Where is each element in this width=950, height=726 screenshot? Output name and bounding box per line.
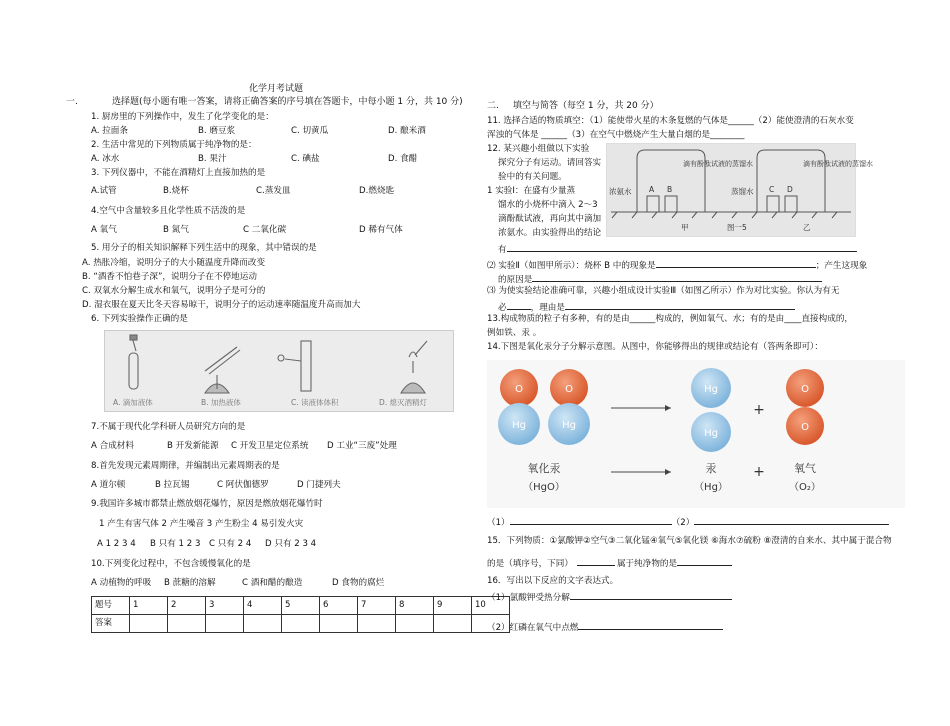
q1-options bbox=[91, 126, 426, 137]
q7-option-b[interactable]: B 开发新能源 bbox=[167, 441, 219, 451]
figure-caption: 图一5 bbox=[727, 223, 747, 232]
ammonia-label: 浓氨水 bbox=[609, 187, 632, 196]
answer-number-3: 3 bbox=[206, 597, 244, 615]
q12-part3-need-label: 必 bbox=[498, 303, 507, 313]
q11-line2: 浑浊的气体是 ______（3）在空气中燃烧产生大量白烟的是________ bbox=[487, 130, 745, 140]
answer-cell-4[interactable] bbox=[244, 615, 282, 633]
hgo2-o-label: O bbox=[565, 384, 573, 395]
section2-number: 二. bbox=[487, 101, 499, 111]
answer-table-answer-row bbox=[92, 615, 510, 633]
section1-header: 选择题(每小题有唯一答案，请将正确答案的序号填在答题卡，中每小题 1 分，共 10 分) bbox=[112, 97, 463, 107]
q16-stem: 16．写出以下反应的文字表达式。 bbox=[487, 576, 619, 586]
q3-options bbox=[91, 186, 394, 197]
distilled-water-label: 蒸馏水 bbox=[731, 187, 754, 196]
q10-option-b[interactable]: B 蔗糖的溶解 bbox=[164, 578, 216, 588]
answer-cell-8[interactable] bbox=[396, 615, 434, 633]
q4-option-c[interactable]: C 二氧化碳 bbox=[243, 225, 287, 235]
q8-option-b[interactable]: B 拉瓦锡 bbox=[155, 480, 190, 490]
q2-options bbox=[91, 154, 417, 165]
q4-options bbox=[91, 225, 403, 236]
q6-caption-b: B. 加热液体 bbox=[201, 398, 241, 407]
q7-stem: 7.不属于现代化学科研人员研究方向的是 bbox=[91, 422, 246, 432]
q1-option-d[interactable]: D. 酿米酒 bbox=[388, 126, 426, 136]
q6-stem: 6. 下列实验操作正确的是 bbox=[91, 314, 188, 324]
q12-line7: 浓氨水。由实验得出的结论 bbox=[498, 228, 602, 238]
q10-options bbox=[91, 578, 384, 589]
q14-answer2-label: （2） bbox=[671, 518, 695, 528]
beaker-b-label: B bbox=[667, 185, 673, 194]
q14-answers bbox=[487, 515, 889, 529]
q12-line5: 馏水的小烧杯中滴入 2～3 bbox=[498, 200, 598, 210]
q14-answer1-label: （1） bbox=[487, 518, 510, 528]
q12-conclusion-label: 有 bbox=[498, 245, 507, 255]
q12-part3-blank2[interactable] bbox=[565, 300, 795, 310]
q7-option-a[interactable]: A 合成材料 bbox=[91, 441, 134, 451]
molecule-diffusion-apparatus bbox=[607, 144, 873, 236]
figure-jia-label: 甲 bbox=[681, 223, 689, 232]
q14-stem: 14.下图是氧化汞分子分解示意图。从图中，你能够得出的规律或结论有（答两条即可）： bbox=[487, 342, 823, 352]
answer-number-1: 1 bbox=[130, 597, 168, 615]
q12-line2: 探究分子有运动。请回答实 bbox=[498, 158, 602, 168]
q1-option-c[interactable]: C. 切黄瓜 bbox=[291, 126, 329, 136]
q7-options bbox=[91, 441, 397, 452]
ph-label-yi-line1: 滴有酚酞试液的蒸馏水 bbox=[803, 160, 873, 168]
q8-stem: 8.首先发现元素周期律，并编制出元素周期表的是 bbox=[91, 461, 280, 471]
q6-caption-a: A. 滴加液体 bbox=[113, 398, 153, 407]
hgo2-hg-label: Hg bbox=[562, 420, 576, 431]
q14-answer1-blank[interactable] bbox=[510, 515, 672, 525]
q3-option-d[interactable]: D.燃烧匙 bbox=[359, 186, 395, 196]
phenolphthalein-label-jia bbox=[683, 159, 753, 168]
q10-option-c[interactable]: C 酒和醋的酿造 bbox=[242, 578, 303, 588]
o2-formula-label: （O₂） bbox=[789, 482, 821, 493]
q8-option-c[interactable]: C 阿伏伽德罗 bbox=[217, 480, 269, 490]
q7-option-c[interactable]: C 开发卫星定位系统 bbox=[231, 441, 309, 451]
answer-number-10: 10 bbox=[472, 597, 510, 615]
answer-cell-2[interactable] bbox=[168, 615, 206, 633]
q3-stem: 3. 下列仪器中，不能在酒精灯上直接加热的是 bbox=[91, 168, 266, 178]
q15-line1: 15．下列物质：①氯酸钾②空气③二氧化锰④氧气⑤氧化镁 ⑥海水⑦硫粉 ⑧澄清的自来水、其中属于混合物 bbox=[487, 536, 892, 546]
q16-part2-label: （2）红磷在氧气中点燃 bbox=[487, 623, 579, 633]
q1-stem: 1. 厨房里的下列操作中，发生了化学变化的是： bbox=[91, 112, 274, 122]
plus-sign-lower: + bbox=[753, 464, 765, 480]
q12-part2-line2 bbox=[498, 272, 822, 286]
q2-option-a[interactable]: A. 冰水 bbox=[91, 154, 120, 164]
answer-cell-7[interactable] bbox=[358, 615, 396, 633]
product-hg1-label: Hg bbox=[704, 384, 718, 395]
q13-line2: 例如铁、汞 。 bbox=[487, 328, 542, 338]
q6-caption-d: D. 熄灭酒精灯 bbox=[379, 398, 428, 407]
q16-part2-blank[interactable] bbox=[578, 620, 723, 630]
q12-part2-reason-label: 的原因是 bbox=[498, 275, 533, 285]
q3-option-b[interactable]: B.烧杯 bbox=[163, 186, 189, 196]
q2-option-d[interactable]: D. 食醋 bbox=[388, 154, 418, 164]
answer-number-7: 7 bbox=[358, 597, 396, 615]
section2-header: 填空与简答（每空 1 分，共 20 分） bbox=[513, 101, 659, 111]
answer-cell-9[interactable] bbox=[434, 615, 472, 633]
exam-title: 化学月考试题 bbox=[249, 84, 304, 94]
q12-part2-suffix: ；产生这现象 bbox=[815, 261, 868, 271]
q12-part2-prompt: ⑵ 实验Ⅱ（如图甲所示）：烧杯 B 中的现象是 bbox=[487, 261, 656, 271]
answer-table-header-row bbox=[92, 597, 510, 615]
q4-option-a[interactable]: A 氧气 bbox=[91, 225, 117, 235]
q12-part3-blank1[interactable] bbox=[507, 300, 531, 310]
product-o1-label: O bbox=[801, 384, 809, 395]
q8-option-d[interactable]: D 门捷列夫 bbox=[297, 480, 341, 490]
q9-option-a[interactable]: A 1 2 3 4 bbox=[97, 539, 136, 549]
q12-part2-line1 bbox=[487, 258, 867, 272]
q3-option-c[interactable]: C.蒸发皿 bbox=[256, 186, 291, 196]
q2-option-b[interactable]: B. 果汁 bbox=[198, 154, 227, 164]
answer-number-2: 2 bbox=[168, 597, 206, 615]
q15-mixture-blank[interactable] bbox=[577, 556, 615, 566]
q6-caption-c: C. 读液体体积 bbox=[291, 398, 339, 407]
answer-number-9: 9 bbox=[434, 597, 472, 615]
q5-stem: 5. 用分子的相关知识解释下列生活中的现象，其中错误的是 bbox=[91, 243, 317, 253]
q1-option-a[interactable]: A. 拉面条 bbox=[91, 126, 128, 136]
phenolphthalein-label-yi bbox=[803, 159, 873, 168]
q9-option-b[interactable]: B 只有 1 2 3 bbox=[150, 539, 201, 549]
q4-stem: 4.空气中含量较多且化学性质不活泼的是 bbox=[91, 206, 246, 216]
q9-option-d[interactable]: D 只有 2 3 4 bbox=[265, 539, 317, 549]
lab-operation-illustration bbox=[105, 331, 453, 411]
q12-part2-blank2[interactable] bbox=[532, 272, 822, 282]
q13-line1: 13.构成物质的粒子有多种，有的是由______构成的，例如氧气、水；有的是由____直接构成的， bbox=[487, 314, 854, 324]
answer-table-answer-label: 答案 bbox=[92, 615, 130, 633]
hgo-name-label: 氧化汞 bbox=[527, 462, 561, 475]
q12-line3: 验中的有关问题。 bbox=[498, 172, 567, 182]
q12-line8 bbox=[498, 242, 857, 256]
answer-table-number-label: 题号 bbox=[92, 597, 130, 615]
q11-line1: 11. 选择合适的物质填空：（1）能使带火星的木条复燃的气体是______（2）能使澄清的石灰水变 bbox=[487, 116, 854, 126]
beaker-d-label: D bbox=[787, 185, 793, 194]
q10-stem: 10.下列变化过程中，不包含缓慢氧化的是 bbox=[91, 559, 251, 569]
q5-option-a[interactable]: A. 热胀冷缩，说明分子的大小随温度升降而改变 bbox=[82, 258, 266, 268]
hg-formula-label: （Hg） bbox=[694, 482, 728, 493]
q16-part1 bbox=[487, 590, 732, 604]
q2-stem: 2. 生活中常见的下列物质属于纯净物的是： bbox=[91, 140, 257, 150]
q14-answer2-blank[interactable] bbox=[694, 515, 889, 525]
answer-cell-6[interactable] bbox=[320, 615, 358, 633]
q4-option-d[interactable]: D 稀有气体 bbox=[359, 225, 403, 235]
q5-option-b[interactable]: B. “酒香不怕巷子深”，说明分子在不停地运动 bbox=[82, 272, 257, 282]
q2-option-c[interactable]: C. 碘盐 bbox=[291, 154, 320, 164]
section1-number: 一. bbox=[66, 97, 78, 107]
ph-label-jia-line1: 滴有酚酞试液的蒸馏水 bbox=[683, 160, 753, 168]
q9-conditions: 1 产生有害气体 2 产生噪音 3 产生粉尘 4 易引发火灾 bbox=[99, 519, 304, 529]
q10-option-a[interactable]: A 动植物的呼吸 bbox=[91, 578, 152, 588]
q15-mixture-label: 的是（填序号，下同） bbox=[487, 559, 573, 569]
q15-pure-label: 属于纯净物的是 bbox=[616, 559, 678, 569]
mercury-oxide-decomposition bbox=[487, 360, 905, 508]
q8-option-a[interactable]: A 道尔顿 bbox=[91, 480, 126, 490]
o2-name-label: 氧气 bbox=[794, 462, 816, 475]
answer-cell-1[interactable] bbox=[130, 615, 168, 633]
answer-cell-5[interactable] bbox=[282, 615, 320, 633]
answer-table bbox=[91, 596, 510, 633]
q7-option-d[interactable]: D 工业“三废”处理 bbox=[327, 441, 397, 451]
q15-line2 bbox=[487, 556, 732, 570]
q12-part3-reason-label: ，理由是 bbox=[530, 303, 565, 313]
hgo1-o-label: O bbox=[515, 384, 523, 395]
answer-number-5: 5 bbox=[282, 597, 320, 615]
hg-name-label: 汞 bbox=[705, 462, 717, 475]
q6-figure bbox=[104, 330, 454, 412]
q16-part2 bbox=[487, 620, 723, 634]
q16-part1-blank[interactable] bbox=[570, 590, 732, 600]
q9-options bbox=[97, 539, 316, 550]
q9-option-c[interactable]: C 只有 2 4 bbox=[209, 539, 252, 549]
q12-line4: 1 实验Ⅰ：在盛有少量蒸 bbox=[487, 186, 576, 196]
figure-yi-label: 乙 bbox=[803, 223, 811, 232]
q4-option-b[interactable]: B 氮气 bbox=[163, 225, 189, 235]
q12-line6: 滴酚酞试液，再向其中滴加 bbox=[498, 214, 602, 224]
q14-diagram bbox=[487, 360, 905, 508]
plus-sign-upper: + bbox=[753, 402, 765, 418]
beaker-a-label: A bbox=[649, 185, 655, 194]
answer-number-6: 6 bbox=[320, 597, 358, 615]
q12-part2-blank1[interactable] bbox=[656, 258, 816, 268]
hgo-formula-label: （HgO） bbox=[523, 482, 565, 493]
hgo1-hg-label: Hg bbox=[512, 420, 526, 431]
q3-option-a[interactable]: A.试管 bbox=[91, 186, 117, 196]
q12-conclusion-blank[interactable] bbox=[507, 242, 857, 252]
answer-cell-3[interactable] bbox=[206, 615, 244, 633]
q16-part1-label: （1）氯酸钾受热分解 bbox=[487, 593, 570, 603]
answer-number-4: 4 bbox=[244, 597, 282, 615]
q12-line1: 12. 某兴趣小组做以下实验 bbox=[487, 144, 590, 154]
q1-option-b[interactable]: B. 磨豆浆 bbox=[198, 126, 236, 136]
q12-figure bbox=[606, 143, 873, 237]
product-o2-label: O bbox=[801, 422, 809, 433]
answer-number-8: 8 bbox=[396, 597, 434, 615]
q10-option-d[interactable]: D 食物的腐烂 bbox=[332, 578, 385, 588]
q5-option-c[interactable]: C. 双氧水分解生成水和氧气，说明分子是可分的 bbox=[82, 286, 266, 296]
q8-options bbox=[91, 480, 341, 491]
q15-pure-blank[interactable] bbox=[677, 556, 732, 566]
q5-option-d[interactable]: D. 湿衣服在夏天比冬天容易晾干，说明分子的运动速率随温度升高而加大 bbox=[82, 300, 361, 310]
beaker-c-label: C bbox=[769, 185, 775, 194]
q9-stem: 9.我国许多城市都禁止燃放烟花爆竹，原因是燃放烟花爆竹时 bbox=[91, 499, 323, 509]
product-hg2-label: Hg bbox=[704, 428, 718, 439]
q12-part3-line1: ⑶ 为使实验结论准确可靠，兴趣小组成设计实验Ⅲ（如图乙所示）作为对比实验。你认为有无 bbox=[487, 286, 840, 296]
q12-part3-line2 bbox=[498, 300, 795, 314]
